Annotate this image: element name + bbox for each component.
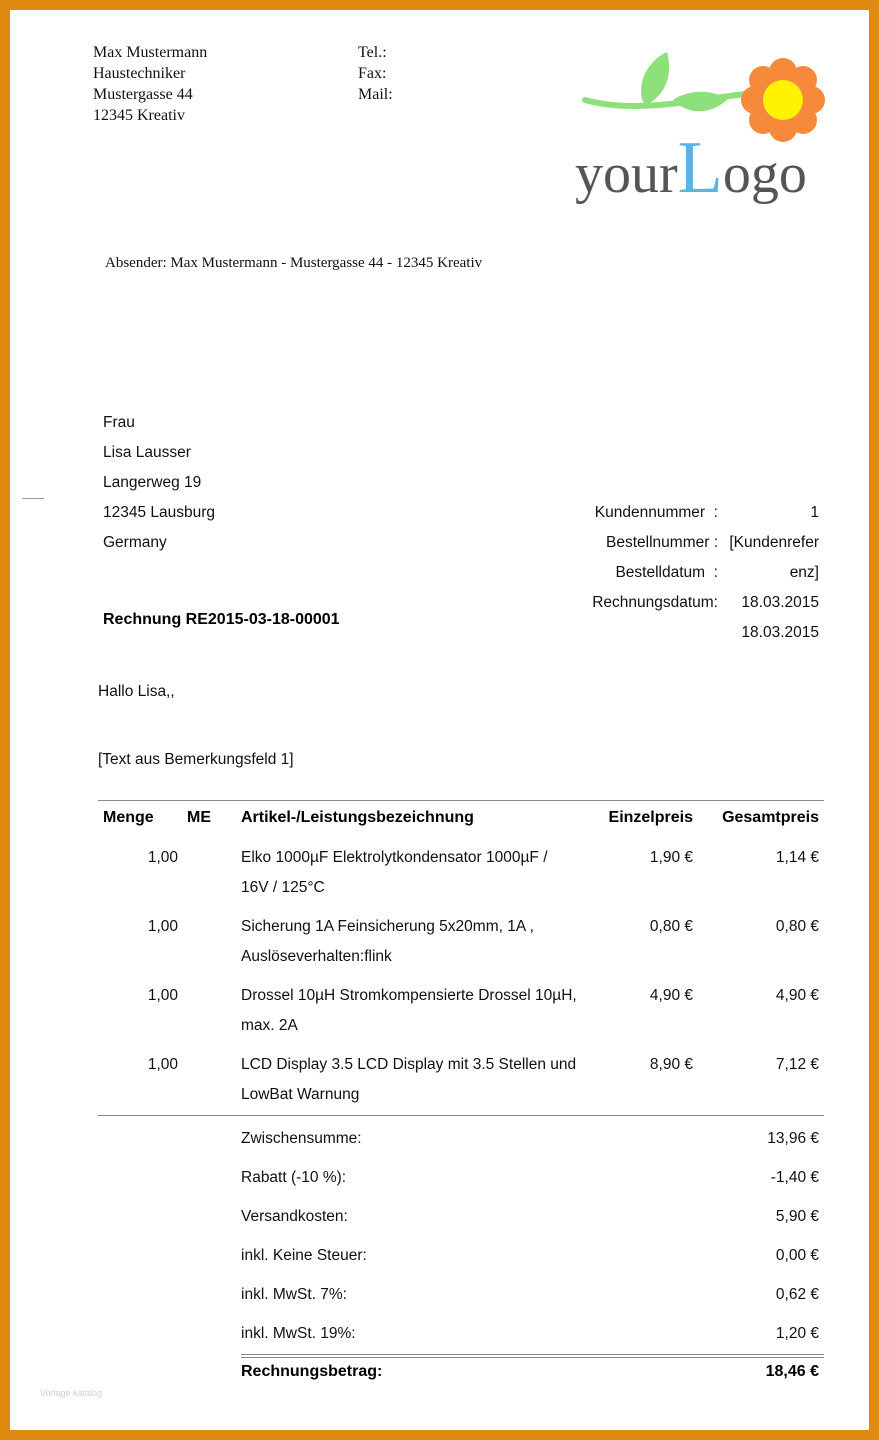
date-1: 18.03.2015 bbox=[741, 594, 819, 611]
totals-value: -1,40 € bbox=[770, 1169, 819, 1186]
bestellnummer-value-2: enz] bbox=[789, 564, 819, 581]
totals-value: 1,20 € bbox=[775, 1325, 819, 1342]
header-me: ME bbox=[187, 809, 211, 826]
row-menge: 1,00 bbox=[147, 1056, 178, 1073]
header-gesamtpreis: Gesamtpreis bbox=[722, 809, 819, 826]
row-einzelpreis: 4,90 € bbox=[649, 987, 693, 1004]
sender-city: 12345 Kreativ bbox=[93, 107, 185, 124]
date-2: 18.03.2015 bbox=[741, 624, 819, 641]
row-gesamtpreis: 4,90 € bbox=[775, 987, 819, 1004]
row-menge: 1,00 bbox=[147, 987, 178, 1004]
row-desc-line1: LCD Display 3.5 LCD Display mit 3.5 Stellen und bbox=[241, 1056, 577, 1073]
mail-label: Mail: bbox=[358, 86, 393, 103]
logo-text-L: L bbox=[677, 127, 723, 209]
header-menge: Menge bbox=[103, 809, 154, 826]
recipient-block bbox=[103, 408, 215, 558]
row-desc-line2: Auslöseverhalten:flink bbox=[241, 948, 392, 965]
bestelldatum-label: Bestelldatum : bbox=[615, 564, 718, 581]
company-logo bbox=[575, 48, 835, 208]
totals-label: Rabatt (-10 %): bbox=[241, 1169, 347, 1186]
recipient-salutation: Frau bbox=[103, 414, 135, 431]
row-einzelpreis: 8,90 € bbox=[649, 1056, 693, 1073]
totals-label: Zwischensumme: bbox=[241, 1130, 362, 1147]
logo-text-your: your bbox=[575, 143, 678, 205]
meta-labels bbox=[550, 498, 718, 618]
logo-text bbox=[575, 127, 807, 209]
row-desc-line1: Sicherung 1A Feinsicherung 5x20mm, 1A , bbox=[241, 918, 534, 935]
invoice-title: Rechnung RE2015-03-18-00001 bbox=[103, 611, 340, 628]
final-line-top bbox=[241, 1354, 824, 1355]
row-desc-line1: Drossel 10µH Stromkompensierte Drossel 10µH, bbox=[241, 987, 577, 1004]
row-gesamtpreis: 1,14 € bbox=[775, 849, 819, 866]
row-einzelpreis: 1,90 € bbox=[649, 849, 693, 866]
absender-line: Absender: Max Mustermann - Mustergasse 44 - 12345 Kreativ bbox=[105, 255, 483, 271]
kundennummer-label: Kundennummer : bbox=[594, 504, 718, 521]
meta-values bbox=[720, 498, 819, 648]
header-einzelpreis: Einzelpreis bbox=[608, 809, 693, 826]
logo-text-ogo: ogo bbox=[722, 143, 807, 205]
bestellnummer-value-1: [Kundenrefer bbox=[729, 534, 819, 551]
row-gesamtpreis: 7,12 € bbox=[775, 1056, 819, 1073]
row-einzelpreis: 0,80 € bbox=[649, 918, 693, 935]
sender-name: Max Mustermann bbox=[93, 44, 208, 61]
final-total-label: Rechnungsbetrag: bbox=[241, 1363, 383, 1380]
totals-value: 0,62 € bbox=[775, 1286, 819, 1303]
totals-label: inkl. MwSt. 7%: bbox=[241, 1286, 347, 1303]
rechnungsdatum-label: Rechnungsdatum: bbox=[592, 594, 718, 611]
remark-text: [Text aus Bemerkungsfeld 1] bbox=[98, 751, 294, 768]
tel-label: Tel.: bbox=[358, 44, 387, 61]
sender-contact-block bbox=[358, 42, 393, 105]
bestellnummer-label: Bestellnummer : bbox=[606, 534, 718, 551]
recipient-street: Langerweg 19 bbox=[103, 474, 202, 491]
totals-value: 13,96 € bbox=[767, 1130, 819, 1147]
totals-value: 0,00 € bbox=[775, 1247, 819, 1264]
recipient-country: Germany bbox=[103, 534, 167, 551]
row-menge: 1,00 bbox=[147, 918, 178, 935]
sender-street: Mustergasse 44 bbox=[93, 86, 193, 103]
fold-mark bbox=[22, 498, 44, 499]
fax-label: Fax: bbox=[358, 65, 387, 82]
recipient-city: 12345 Lausburg bbox=[103, 504, 216, 521]
final-total-value: 18,46 € bbox=[765, 1363, 819, 1380]
totals-label: inkl. MwSt. 19%: bbox=[241, 1325, 356, 1342]
sender-title: Haustechniker bbox=[93, 65, 186, 82]
row-desc-line2: LowBat Warnung bbox=[241, 1086, 360, 1103]
row-gesamtpreis: 0,80 € bbox=[775, 918, 819, 935]
header-artikel: Artikel-/Leistungsbezeichnung bbox=[241, 809, 474, 826]
table-bottom-line bbox=[98, 1115, 824, 1116]
row-menge: 1,00 bbox=[147, 849, 178, 866]
totals-label: inkl. Keine Steuer: bbox=[241, 1247, 367, 1264]
row-desc-line2: max. 2A bbox=[241, 1017, 298, 1034]
greeting: Hallo Lisa,, bbox=[98, 683, 175, 700]
invoice-page bbox=[10, 10, 869, 1430]
row-desc-line1: Elko 1000µF Elektrolytkondensator 1000µF / bbox=[241, 849, 548, 866]
recipient-name: Lisa Lausser bbox=[103, 444, 191, 461]
table-top-line bbox=[98, 800, 824, 801]
kundennummer-value: 1 bbox=[810, 504, 819, 521]
totals-value: 5,90 € bbox=[775, 1208, 819, 1225]
final-line-bottom bbox=[241, 1357, 824, 1358]
watermark: Vorlage katalog bbox=[40, 1388, 103, 1398]
row-desc-line2: 16V / 125°C bbox=[241, 879, 325, 896]
sender-block bbox=[93, 42, 207, 126]
totals-label: Versandkosten: bbox=[241, 1208, 348, 1225]
